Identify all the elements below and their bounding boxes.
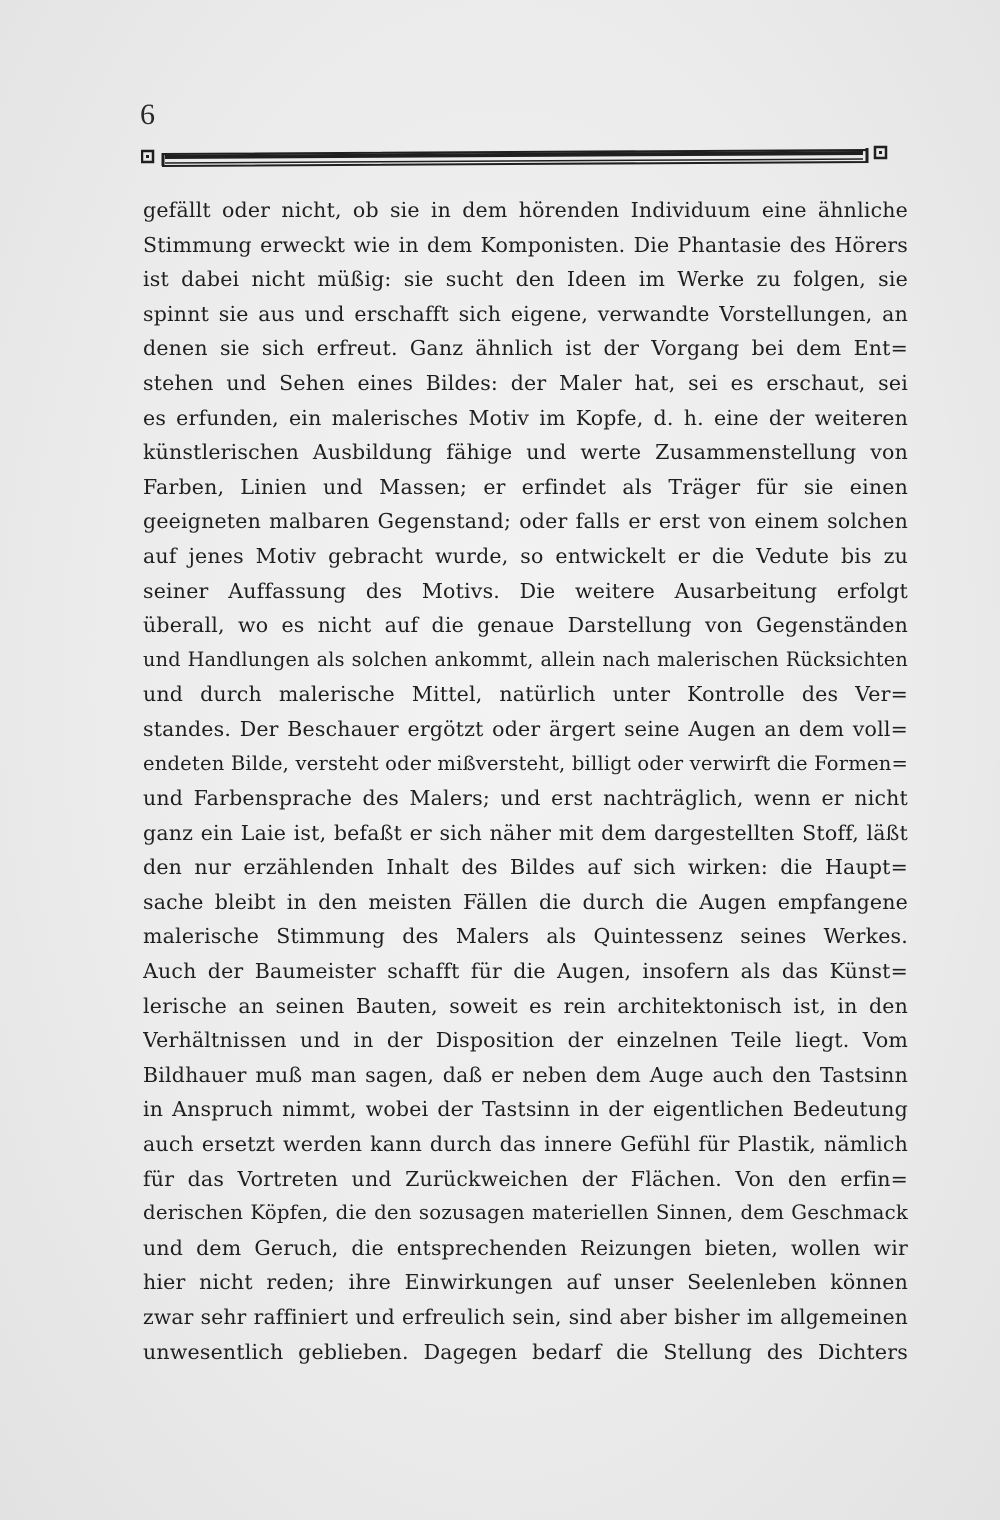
text-line: und Farbensprache des Malers; und erst nachträglich, wenn er nicht (143, 786, 908, 811)
text-line: Verhältnissen und in der Disposition der einzelnen Teile liegt. Vom (143, 1028, 908, 1053)
text-line: endeten Bilde, versteht oder mißversteht, billigt oder verwirft die Formen= (143, 751, 908, 775)
text-line: standes. Der Beschauer ergötzt oder ärgert seine Augen an dem voll= (143, 716, 908, 741)
text-line: spinnt sie aus und erschafft sich eigene, verwandte Vorstellungen, an (143, 301, 908, 326)
text-line: den nur erzählenden Inhalt des Bildes auf sich wirken: die Haupt= (143, 855, 908, 880)
text-line: sache bleibt in den meisten Fällen die durch die Augen empfangene (143, 889, 908, 914)
text-line: hier nicht reden; ihre Einwirkungen auf unser Seelenleben können (143, 1270, 908, 1295)
text-line: malerische Stimmung des Malers als Quintessenz seines Werkes. (143, 924, 908, 949)
text-line: ganz ein Laie ist, befaßt er sich näher mit dem dargestellten Stoff, läßt (143, 820, 908, 845)
text-line: unwesentlich geblieben. Dagegen bedarf die Stellung des Dichters (143, 1339, 908, 1364)
text-line: und dem Geruch, die entsprechenden Reizungen bieten, wollen wir (143, 1235, 908, 1260)
body-text (143, 193, 908, 1369)
text-line: für das Vortreten und Zurückweichen der Flächen. Von den erfin= (143, 1166, 908, 1191)
text-line: in Anspruch nimmt, wobei der Tastsinn in der eigentlichen Bedeutung (143, 1097, 908, 1122)
text-line: geeigneten malbaren Gegenstand; oder falls er erst von einem solchen (143, 509, 908, 534)
text-line: auch ersetzt werden kann durch das innere Gefühl für Plastik, nämlich (143, 1132, 908, 1157)
ornamental-rule (141, 142, 889, 172)
page-number: 6 (140, 98, 155, 131)
text-line: Auch der Baumeister schafft für die Augen, insofern als das Künst= (143, 959, 908, 984)
text-line: lerische an seinen Bauten, soweit es rein architektonisch ist, in den (143, 993, 908, 1018)
text-line: auf jenes Motiv gebracht wurde, so entwickelt er die Vedute bis zu (143, 543, 908, 568)
text-line: es erfunden, ein malerisches Motiv im Kopfe, d. h. eine der weiteren (143, 405, 908, 430)
text-line: Farben, Linien und Massen; er erfindet als Träger für sie einen (143, 474, 908, 499)
text-line: zwar sehr raffiniert und erfreulich sein, sind aber bisher im allgemeinen (143, 1305, 908, 1329)
text-line: gefällt oder nicht, ob sie in dem hörenden Individuum eine ähnliche (143, 198, 908, 222)
text-line: stehen und Sehen eines Bildes: der Maler hat, sei es erschaut, sei (143, 370, 908, 395)
text-line: seiner Auffassung des Motivs. Die weitere Ausarbeitung erfolgt (143, 578, 908, 603)
text-line: künstlerischen Ausbildung fähige und werte Zusammenstellung von (143, 440, 908, 465)
text-line: und Handlungen als solchen ankommt, allein nach malerischen Rücksichten (143, 647, 908, 671)
text-line: denen sie sich erfreut. Ganz ähnlich ist der Vorgang bei dem Ent= (143, 336, 908, 361)
text-line: Bildhauer muß man sagen, daß er neben dem Auge auch den Tastsinn (143, 1062, 908, 1087)
text-line: und durch malerische Mittel, natürlich unter Kontrolle des Ver= (143, 682, 908, 707)
text-line: Stimmung erweckt wie in dem Komponisten. Die Phantasie des Hörers (143, 232, 908, 257)
text-line: überall, wo es nicht auf die genaue Darstellung von Gegenständen (143, 613, 908, 638)
text-line: derischen Köpfen, die den sozusagen materiellen Sinnen, dem Geschmack (143, 1201, 908, 1225)
text-line: ist dabei nicht müßig: sie sucht den Ideen im Werke zu folgen, sie (143, 267, 908, 292)
